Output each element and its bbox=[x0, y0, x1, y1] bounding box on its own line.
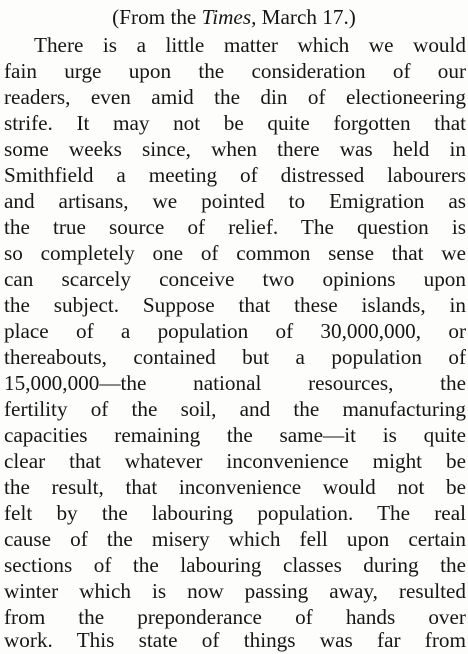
article-line: capacities remaining the same—it is quite bbox=[4, 423, 466, 447]
article-line: 15,000,000—the national resources, the bbox=[4, 371, 466, 395]
article-line: some weeks since, when there was held in bbox=[4, 137, 466, 161]
article-line: the subject. Suppose that these islands, in bbox=[4, 293, 466, 317]
source-prefix: (From the bbox=[112, 5, 202, 29]
article-source-line bbox=[0, 3, 468, 31]
article-line: clear that whatever inconvenience might be bbox=[4, 449, 466, 473]
article-line: readers, even amid the din of electioneering bbox=[4, 85, 466, 109]
article-line: fain urge upon the consideration of our bbox=[4, 59, 466, 83]
article-line: so completely one of common sense that we bbox=[4, 241, 466, 265]
source-date: March 17.) bbox=[256, 5, 356, 29]
article-line: the result, that inconvenience would not be bbox=[4, 475, 466, 499]
article-line: work. This state of things was far from bbox=[4, 628, 466, 652]
article-line: thereabouts, contained but a population of bbox=[4, 345, 466, 369]
article-line: winter which is now passing away, resulted bbox=[4, 579, 466, 603]
article-line: the true source of relief. The question is bbox=[4, 215, 466, 239]
article-line: fertility of the soil, and the manufacturing bbox=[4, 397, 466, 421]
article-line: place of a population of 30,000,000, or bbox=[4, 319, 466, 343]
article-line: from the preponderance of hands over bbox=[4, 605, 466, 629]
article-line: felt by the labouring population. The real bbox=[4, 501, 466, 525]
article-line: can scarcely conceive two opinions upon bbox=[4, 267, 466, 291]
article-line: and artisans, we pointed to Emigration as bbox=[4, 189, 466, 213]
article-line: Smithfield a meeting of distressed labourers bbox=[4, 163, 466, 187]
article-line: sections of the labouring classes during the bbox=[4, 553, 466, 577]
article-line: cause of the misery which fell upon certain bbox=[4, 527, 466, 551]
article-line: strife. It may not be quite forgotten that bbox=[4, 111, 466, 135]
article-line: There is a little matter which we would bbox=[34, 33, 466, 57]
publication-name: Times, bbox=[201, 5, 257, 29]
